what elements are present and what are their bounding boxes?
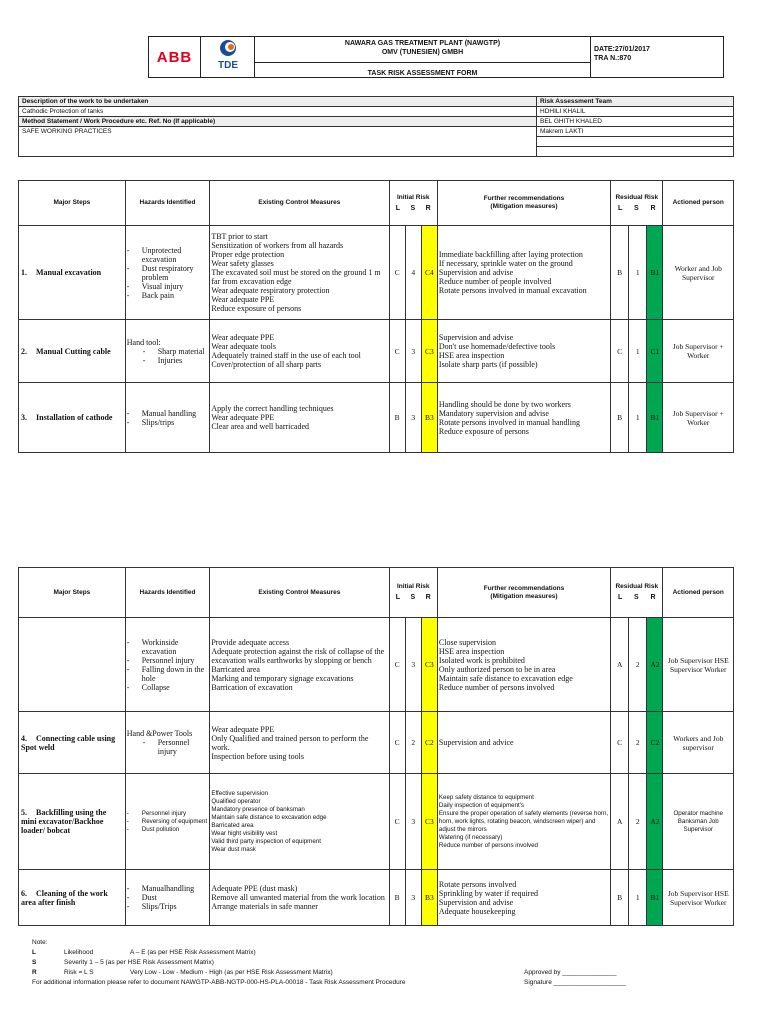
initial-risk-label: Initial Risk xyxy=(396,583,430,590)
note-r-key: R xyxy=(32,969,37,976)
residual-s: 1 xyxy=(629,870,647,926)
team-member-2: BEL GHITH KHALED xyxy=(537,117,734,127)
initial-r: C2 xyxy=(421,712,437,774)
residual-s: 1 xyxy=(629,383,647,453)
initial-s: 3 xyxy=(405,870,421,926)
further-item: Supervision and advise xyxy=(438,268,514,277)
col-controls: Existing Control Measures xyxy=(210,181,389,226)
control-item: Qualified operator xyxy=(211,797,261,805)
initial-l: C xyxy=(389,774,405,870)
control-item: The excavated soil must be stored on the ground 1 m far from excavation edge xyxy=(211,268,381,286)
further-item: Maintain safe distance to excavation edge xyxy=(438,673,573,683)
control-item: Wear adequate PPE xyxy=(211,413,275,422)
team-member-4 xyxy=(537,137,734,147)
control-item: Barrication of excavation xyxy=(211,682,293,692)
control-item: Arrange materials in safe manner xyxy=(211,902,318,911)
col-hazards: Hazards Identified xyxy=(125,568,210,618)
signature-line: Signature ____________________ xyxy=(524,979,626,986)
further-item: Supervision and advice xyxy=(438,738,514,747)
residual-s: 1 xyxy=(629,226,647,320)
control-item: Reduce exposure of persons xyxy=(211,304,302,313)
further-cell xyxy=(437,870,610,926)
further-cell xyxy=(437,712,610,774)
further-cell xyxy=(437,618,610,712)
hazard-item: - Personnel injury xyxy=(127,810,209,818)
hazard-item: - Visual injury xyxy=(127,282,209,291)
further-item: Ensure the proper operation of safety elements (reverse horn, horn, work lights, rotating beacon, windscreen wiper) and adjust the mirrors xyxy=(438,809,609,833)
method-statement-label: Method Statement / Work Procedure etc. Ref. No (If applicable) xyxy=(19,117,537,127)
col-actioned: Actioned person xyxy=(663,568,734,618)
controls-cell xyxy=(210,320,389,383)
table-row xyxy=(19,383,734,453)
major-step xyxy=(19,383,126,453)
initial-s: 4 xyxy=(405,226,421,320)
initial-s: 3 xyxy=(405,774,421,870)
actioned-person: Job Supervisor HSE Supervisor Worker xyxy=(663,618,734,712)
col-further xyxy=(437,568,610,618)
hazards-cell xyxy=(125,383,210,453)
control-item: Adequate PPE (dust mask) xyxy=(211,884,298,893)
control-item: Barricated area xyxy=(211,664,260,674)
hazard-item: - Slips/Trips xyxy=(127,902,209,911)
controls-cell xyxy=(210,226,389,320)
step-name: Manual Cutting cable xyxy=(36,346,111,356)
form-header xyxy=(148,36,724,78)
control-item: Adequate protection against the risk of collapse of the excavation walls earthworks by slopping or bench xyxy=(211,646,385,665)
residual-r-label: R xyxy=(650,594,656,601)
step-name: Connecting cable using Spot weld xyxy=(21,733,116,752)
further-item: Reduce number of persons involved xyxy=(438,682,555,692)
further-item: Reduce number of people involved xyxy=(438,277,552,286)
controls-cell xyxy=(210,712,389,774)
company-name: OMV (TUNESIEN) GMBH xyxy=(381,49,464,56)
control-item: Maintain safe distance to excavation edge xyxy=(211,813,327,821)
residual-s: 2 xyxy=(629,712,647,774)
residual-l: A xyxy=(611,618,629,712)
col-initial-risk xyxy=(389,568,437,618)
controls-cell xyxy=(210,618,389,712)
initial-r-label: R xyxy=(425,204,431,212)
residual-l-label: L xyxy=(617,204,623,212)
note-s-key: S xyxy=(32,959,37,966)
hazard-item: - Reversing of equipment xyxy=(127,818,209,826)
control-item: Wear adequate PPE xyxy=(211,295,275,304)
abb-logo: ABB xyxy=(149,37,201,77)
further-item: HSE area inspection xyxy=(438,351,505,360)
note-footer: For additional information please refer to document NAWGTP-ABB-NGTP-000-HS-PLA-00018 - Task Risk Assessment Procedure xyxy=(32,979,406,986)
controls-cell xyxy=(210,383,389,453)
hazard-item: - Dust xyxy=(127,893,209,902)
hazard-item: - Sharp material xyxy=(143,347,209,356)
initial-r: B3 xyxy=(421,383,437,453)
actioned-person: Job Supervisor HSE Supervisor Worker xyxy=(663,870,734,926)
form-meta xyxy=(591,37,725,77)
control-item: Only Qualified and trained person to perform the work. xyxy=(211,733,369,752)
step-number: 4. xyxy=(21,733,27,743)
plant-name: NAWARA GAS TREATMENT PLANT (NAWGTP) xyxy=(344,40,501,47)
further-item: Close supervision xyxy=(438,637,497,647)
residual-l: B xyxy=(611,870,629,926)
initial-r: B3 xyxy=(421,870,437,926)
further-label: Further recommendations xyxy=(483,584,565,592)
major-step xyxy=(19,712,126,774)
initial-s-label: S xyxy=(410,204,416,212)
initial-l-label: L xyxy=(395,204,401,212)
further-item: Don't use homemade/defective tools xyxy=(438,342,556,351)
hazard-item: - Falling down in the hole xyxy=(127,665,209,683)
hazard-item: - Personnel injury xyxy=(143,738,209,756)
control-item: Proper edge protection xyxy=(211,250,285,259)
table-row xyxy=(19,870,734,926)
table-row xyxy=(19,618,734,712)
initial-l: C xyxy=(389,320,405,383)
initial-l: C xyxy=(389,712,405,774)
residual-r-label: R xyxy=(650,204,656,212)
note-title: Note: xyxy=(32,939,48,946)
residual-s-label: S xyxy=(634,594,639,601)
control-item: Remove all unwanted material from the work location xyxy=(211,893,385,902)
note-r-desc: Very Low - Low - Medium - High (as per HSE Risk Assessment Matrix) xyxy=(130,969,333,976)
initial-r: C3 xyxy=(421,320,437,383)
major-step xyxy=(19,226,126,320)
hazard-item: - Unprotected excavation xyxy=(127,246,209,264)
control-item: Inspection before using tools xyxy=(211,751,304,761)
control-item: Valid third party inspection of equipment xyxy=(211,837,321,845)
initial-r: C4 xyxy=(421,226,437,320)
control-item: Barricated area xyxy=(211,821,254,829)
further-item: Only authorized person to be in area xyxy=(438,664,556,674)
table-row xyxy=(19,226,734,320)
control-item: Wear adequate respiratory protection xyxy=(211,286,330,295)
hazards-cell xyxy=(125,712,210,774)
note-r-text: Risk = L S xyxy=(64,969,94,976)
hazard-item: - Back pain xyxy=(127,291,209,300)
control-item: Wear dust mask xyxy=(211,845,256,853)
step-number: 1. xyxy=(21,268,27,277)
initial-s: 3 xyxy=(405,383,421,453)
team-member-1: HDHILI KHALIL xyxy=(537,107,734,117)
actioned-person: Job Supervisor + Worker xyxy=(663,383,734,453)
form-title-block xyxy=(255,37,591,77)
step-name: Cleaning of the work area after finish xyxy=(21,888,108,907)
note-risk xyxy=(32,968,732,978)
further-item: Rotate persons involved in manual excavation xyxy=(438,286,587,295)
control-item: Marking and temporary signage excavations xyxy=(211,673,354,683)
control-item: Sensitization of workers from all hazards xyxy=(211,241,344,250)
initial-r: C3 xyxy=(421,774,437,870)
further-item: Keep safety distance to equipment xyxy=(438,793,534,801)
residual-l: B xyxy=(611,226,629,320)
col-hazards: Hazards Identified xyxy=(125,181,210,226)
col-initial-risk xyxy=(389,181,437,226)
initial-s: 2 xyxy=(405,712,421,774)
hazards-cell xyxy=(125,870,210,926)
step-number: 6. xyxy=(21,888,27,898)
control-item: Apply the correct handling techniques xyxy=(211,404,334,413)
further-item: Supervision and advise xyxy=(438,897,514,907)
residual-r: B1 xyxy=(647,383,663,453)
description-table xyxy=(18,96,734,157)
hazard-item: - Injuries xyxy=(143,356,209,365)
residual-l: C xyxy=(611,712,629,774)
tde-logo-icon xyxy=(201,37,255,77)
method-statement-value: SAFE WORKING PRACTICES xyxy=(19,127,537,157)
hazard-item: - Personnel injury xyxy=(127,656,209,665)
residual-risk-label: Residual Risk xyxy=(615,193,659,201)
residual-r: A2 xyxy=(647,774,663,870)
further-item: Adequate housekeeping xyxy=(438,906,516,916)
further-item: Reduce number of persons involved xyxy=(438,841,538,849)
note-l-key: L xyxy=(32,949,36,956)
further-item: Handling should be done by two workers xyxy=(438,399,571,409)
control-item: Wear safety glasses xyxy=(211,259,274,268)
control-item: Effective supervision xyxy=(211,789,268,797)
residual-r: B1 xyxy=(647,870,663,926)
control-item: Cover/protection of all sharp parts xyxy=(211,360,322,369)
major-step xyxy=(19,774,126,870)
residual-r: A2 xyxy=(647,618,663,712)
form-name: TASK RISK ASSESSMENT FORM xyxy=(255,62,590,78)
col-actioned: Actioned person xyxy=(663,181,734,226)
team-member-5 xyxy=(537,147,734,157)
residual-s: 2 xyxy=(629,618,647,712)
risk-table-1 xyxy=(18,180,734,453)
residual-l: C xyxy=(611,320,629,383)
note-likelihood xyxy=(32,948,732,958)
further-item: HSE area inspection xyxy=(438,646,505,656)
step-name: Backfilling using the mini excavator/Backhoe loader/ bobcat xyxy=(21,808,107,835)
hazard-item: - Slips/trips xyxy=(127,418,209,427)
step-number: 5. xyxy=(21,808,27,817)
residual-r: B1 xyxy=(647,226,663,320)
control-item: TBT prior to start xyxy=(211,232,268,241)
initial-l: B xyxy=(389,383,405,453)
hazards-cell xyxy=(125,618,210,712)
further-cell xyxy=(437,226,610,320)
table-row xyxy=(19,320,734,383)
risk-table-2 xyxy=(18,567,734,926)
hazard-item: - Manualhandling xyxy=(127,884,209,893)
further-item: Rotate persons involved xyxy=(438,879,517,889)
residual-s: 2 xyxy=(629,774,647,870)
work-description-value: Cathodic Protection of tanks xyxy=(19,107,537,117)
hazards-cell xyxy=(125,774,210,870)
tde-logo-text: TDE xyxy=(218,60,238,71)
initial-s: 3 xyxy=(405,618,421,712)
initial-r: C3 xyxy=(421,618,437,712)
step-number: 3. xyxy=(21,413,27,422)
major-step xyxy=(19,618,126,712)
controls-cell xyxy=(210,870,389,926)
note-severity xyxy=(32,958,732,968)
hazard-item: - Collapse xyxy=(127,683,209,692)
further-item: Isolate sharp parts (if possible) xyxy=(438,360,538,369)
further-item: Watering (if necessary) xyxy=(438,833,503,841)
major-step xyxy=(19,870,126,926)
further-cell xyxy=(437,320,610,383)
further-item: Rotate persons involved in manual handling xyxy=(438,417,580,427)
further-item: Daily inspection of equipment's xyxy=(438,801,525,809)
initial-l: C xyxy=(389,618,405,712)
actioned-person: Job Supervisor + Worker xyxy=(663,320,734,383)
residual-r: C1 xyxy=(647,320,663,383)
mitigation-label: (Mitigation measures) xyxy=(490,203,558,210)
note-footer-row xyxy=(32,978,732,988)
control-item: Wear adequate PPE xyxy=(211,724,275,734)
notes-section xyxy=(32,938,732,988)
risk-team-label: Risk Assessment Team xyxy=(537,97,734,107)
further-item: Reduce exposure of persons xyxy=(438,426,529,436)
further-cell xyxy=(437,774,610,870)
actioned-person: Worker and Job Supervisor xyxy=(663,226,734,320)
hazard-item: - Manual handling xyxy=(127,409,209,418)
further-label: Further recommendations xyxy=(483,195,565,202)
table-row xyxy=(19,774,734,870)
further-item: Isolated work is prohibited xyxy=(438,655,525,665)
hazard-item: - Dust respiratory problem xyxy=(127,264,209,282)
residual-l: B xyxy=(611,383,629,453)
approved-by: Approved by _______________ xyxy=(524,969,617,976)
team-member-3: Makrem LAKTI xyxy=(537,127,734,137)
step-number: 2. xyxy=(21,346,27,356)
hazard-group-label: Hand &Power Tools xyxy=(126,729,193,738)
control-item: Wear hight visibility vest xyxy=(211,829,278,837)
control-item: Provide adequate access xyxy=(211,637,290,647)
hazards-cell xyxy=(125,226,210,320)
tde-logo xyxy=(201,37,255,77)
col-major-steps: Major Steps xyxy=(19,181,126,226)
col-major-steps: Major Steps xyxy=(19,568,126,618)
col-residual-risk xyxy=(611,181,663,226)
further-item: Sprinkling by water if required xyxy=(438,888,538,898)
work-description-label: Description of the work to be undertaken xyxy=(19,97,537,107)
step-name: Installation of cathode xyxy=(36,413,113,422)
major-step xyxy=(19,320,126,383)
initial-l-label: L xyxy=(395,594,401,601)
controls-cell xyxy=(210,774,389,870)
control-item: Mandatory presence of banksman xyxy=(211,805,305,813)
further-item: Immediate backfilling after laying protection xyxy=(438,250,583,259)
control-item: Wear adequate PPE xyxy=(211,333,275,342)
table-row xyxy=(19,712,734,774)
initial-s: 3 xyxy=(405,320,421,383)
control-item: Adequately trained staff in the use of each tool xyxy=(211,351,361,360)
initial-r-label: R xyxy=(425,594,431,601)
further-item: Supervision and advise xyxy=(438,333,514,342)
hazard-item: - Dust pollution xyxy=(127,826,209,834)
form-date: DATE:27/01/2017 xyxy=(594,46,650,53)
residual-risk-label: Residual Risk xyxy=(615,583,659,590)
residual-s-label: S xyxy=(634,204,639,212)
initial-l: C xyxy=(389,226,405,320)
note-l-desc: A – E (as per HSE Risk Assessment Matrix) xyxy=(130,949,256,956)
control-item: Wear adequate tools xyxy=(211,342,276,351)
further-item: If necessary, sprinkle water on the ground xyxy=(438,259,573,268)
col-controls: Existing Control Measures xyxy=(210,568,389,618)
actioned-person: Workers and Job supervisor xyxy=(663,712,734,774)
tra-number: TRA N.:870 xyxy=(594,55,632,62)
note-l-text: Likelihood xyxy=(64,949,94,956)
further-cell xyxy=(437,383,610,453)
further-item: Mandatory supervision and advise xyxy=(438,408,549,418)
note-s-text: Severity 1 – 5 (as per HSE Risk Assessment Matrix) xyxy=(64,959,214,966)
step-name: Manual excavation xyxy=(36,268,102,277)
hazard-group-label: Hand tool: xyxy=(126,337,161,347)
initial-l: B xyxy=(389,870,405,926)
col-residual-risk xyxy=(611,568,663,618)
residual-l-label: L xyxy=(617,594,623,601)
initial-s-label: S xyxy=(410,594,416,601)
col-further xyxy=(437,181,610,226)
residual-l: A xyxy=(611,774,629,870)
actioned-person: Operator machine Banksman Job Supervisor xyxy=(663,774,734,870)
initial-risk-label: Initial Risk xyxy=(396,193,430,201)
mitigation-label: (Mitigation measures) xyxy=(490,592,558,600)
residual-s: 1 xyxy=(629,320,647,383)
control-item: Clear area and well barricaded xyxy=(211,422,310,431)
residual-r: C2 xyxy=(647,712,663,774)
hazard-item: - Workinside excavation xyxy=(127,638,209,656)
hazards-cell xyxy=(125,320,210,383)
